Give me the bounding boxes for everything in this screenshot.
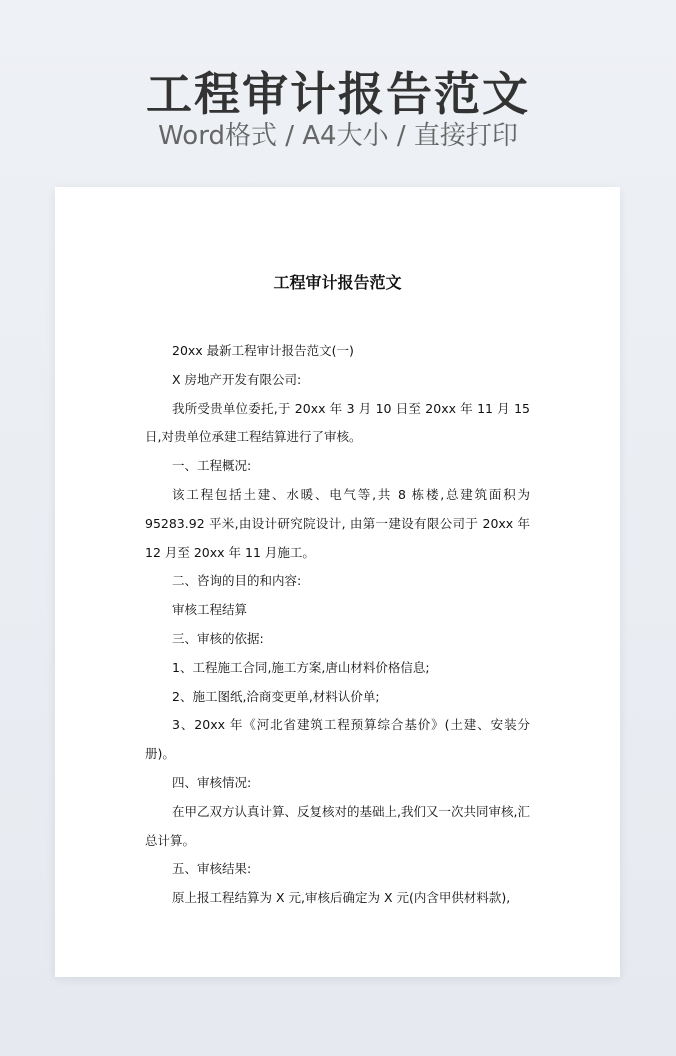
- paragraph-3: 我所受贵单位委托,于 20xx 年 3 月 10 日至 20xx 年 11 月 15 日,对贵单位承建工程结算进行了审核。: [145, 400, 530, 445]
- document-body: [145, 337, 530, 913]
- paragraph-7: 审核工程结算: [172, 602, 248, 618]
- paragraph-13: 在甲乙双方认真计算、反复核对的基础上,我们又一次共同审核,汇总计算。: [145, 803, 530, 848]
- hero-title: 工程审计报告范文: [146, 67, 530, 121]
- hero-subtitle: Word格式 / A4大小 / 直接打印: [158, 121, 518, 151]
- document-page: [55, 187, 620, 977]
- paragraph-6: 二、咨询的目的和内容:: [172, 573, 302, 589]
- paragraph-11: 3、20xx 年《河北省建筑工程预算综合基价》(土建、安装分册)。: [145, 717, 530, 762]
- paragraph-5: 该工程包括土建、水暖、电气等,共 8 栋楼,总建筑面积为 95283.92 平米,由设计研究院设计, 由第一建设有限公司于 20xx 年 12 月至 20xx 年 11 月施工。: [145, 486, 530, 560]
- paragraph-10: 2、施工图纸,洽商变更单,材料认价单;: [172, 688, 380, 704]
- paragraph-8: 三、审核的依据:: [172, 630, 264, 646]
- document-title: 工程审计报告范文: [273, 273, 402, 292]
- paragraph-15: 原上报工程结算为 X 元,审核后确定为 X 元(内含甲供材料款),: [172, 890, 511, 906]
- paragraph-12: 四、审核情况:: [172, 774, 252, 790]
- paragraph-1: 20xx 最新工程审计报告范文(一): [172, 343, 354, 358]
- paragraph-2: X 房地产开发有限公司:: [172, 371, 302, 387]
- paragraph-14: 五、审核结果:: [172, 861, 252, 877]
- paragraph-9: 1、工程施工合同,施工方案,唐山材料价格信息;: [172, 659, 430, 675]
- paragraph-4: 一、工程概况:: [172, 458, 252, 474]
